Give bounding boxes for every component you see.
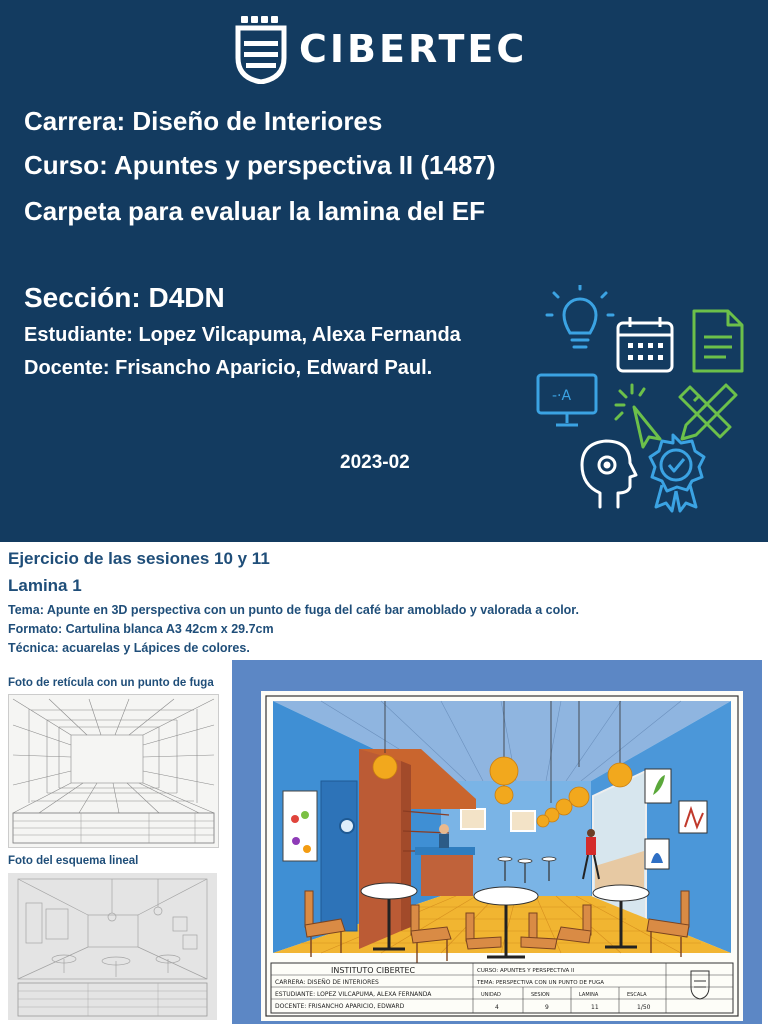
brand-logo (235, 14, 527, 84)
grid-drawing-image (9, 695, 218, 847)
head-gear-icon (582, 441, 636, 507)
tema-text: Tema: Apunte en 3D perspectiva con un punto de fuga del café bar amoblado y valorada a color. (8, 603, 579, 617)
pencil-ruler-icon (680, 385, 736, 439)
grid-photo-caption: Foto de retícula con un punto de fuga (8, 677, 214, 689)
folder-title: Carpeta para evaluar la lamina del EF (24, 196, 485, 226)
shield-logo-icon (235, 14, 287, 84)
lamina-title: Lamina 1 (8, 576, 82, 595)
monitor-icon (538, 375, 596, 425)
sheet-scale-value: 1/50 (637, 1004, 651, 1011)
sheet-teacher: DOCENTE: FRISANCHO APARICIO, EDWARD (275, 1003, 405, 1010)
sheet-student: ESTUDIANTE: LOPEZ VILCAPUMA, ALEXA FERNANDA (275, 991, 432, 998)
lightbulb-icon (547, 285, 613, 347)
final-drawing-sheet (261, 691, 743, 1021)
sketch-drawing-image (8, 873, 217, 1020)
career-title: Carrera: Diseño de Interiores (24, 106, 383, 136)
cursor-icon (616, 385, 660, 447)
exercise-title: Ejercicio de las sesiones 10 y 11 (8, 549, 270, 568)
sheet-unit-label: UNIDAD (481, 992, 501, 998)
teacher-name: Docente: Frisancho Aparicio, Edward Paul. (24, 357, 433, 379)
formato-text: Formato: Cartulina blanca A3 42cm x 29.7cm (8, 622, 274, 636)
svg-text:-·A: -·A (552, 388, 572, 404)
section-label: Sección: D4DN (24, 282, 225, 313)
grid-perspective-photo (8, 694, 219, 848)
academic-period: 2023-02 (340, 452, 410, 473)
linear-sketch-photo (8, 873, 217, 1020)
sheet-theme: TEMA: PERSPECTIVA CON UN PUNTO DE FUGA (477, 980, 604, 986)
education-icons (530, 285, 768, 535)
sheet-session-label: SESION (531, 992, 550, 998)
sheet-career: CARRERA: DISEÑO DE INTERIORES (275, 979, 379, 986)
document-icon (694, 311, 742, 371)
calendar-icon (618, 317, 672, 371)
sheet-institute: INSTITUTO CIBERTEC (331, 966, 416, 975)
student-name: Estudiante: Lopez Vilcapuma, Alexa Fernanda (24, 324, 461, 346)
sheet-course: CURSO: APUNTES Y PERSPECTIVA II (477, 968, 575, 974)
cafe-bar-color-drawing (261, 691, 743, 1021)
sheet-scale-label: ESCALA (627, 992, 647, 998)
brand-name: CIBERTEC (299, 27, 528, 71)
award-badge-icon (650, 435, 704, 511)
tecnica-text: Técnica: acuarelas y Lápices de colores. (8, 641, 250, 655)
sheet-lamina-value: 11 (591, 1004, 599, 1011)
sheet-unit-value: 4 (495, 1004, 499, 1011)
course-title: Curso: Apuntes y perspectiva II (1487) (24, 150, 496, 180)
sheet-session-value: 9 (545, 1004, 549, 1011)
sketch-photo-caption: Foto del esquema lineal (8, 855, 139, 867)
sheet-lamina-label: LAMINA (579, 992, 599, 998)
